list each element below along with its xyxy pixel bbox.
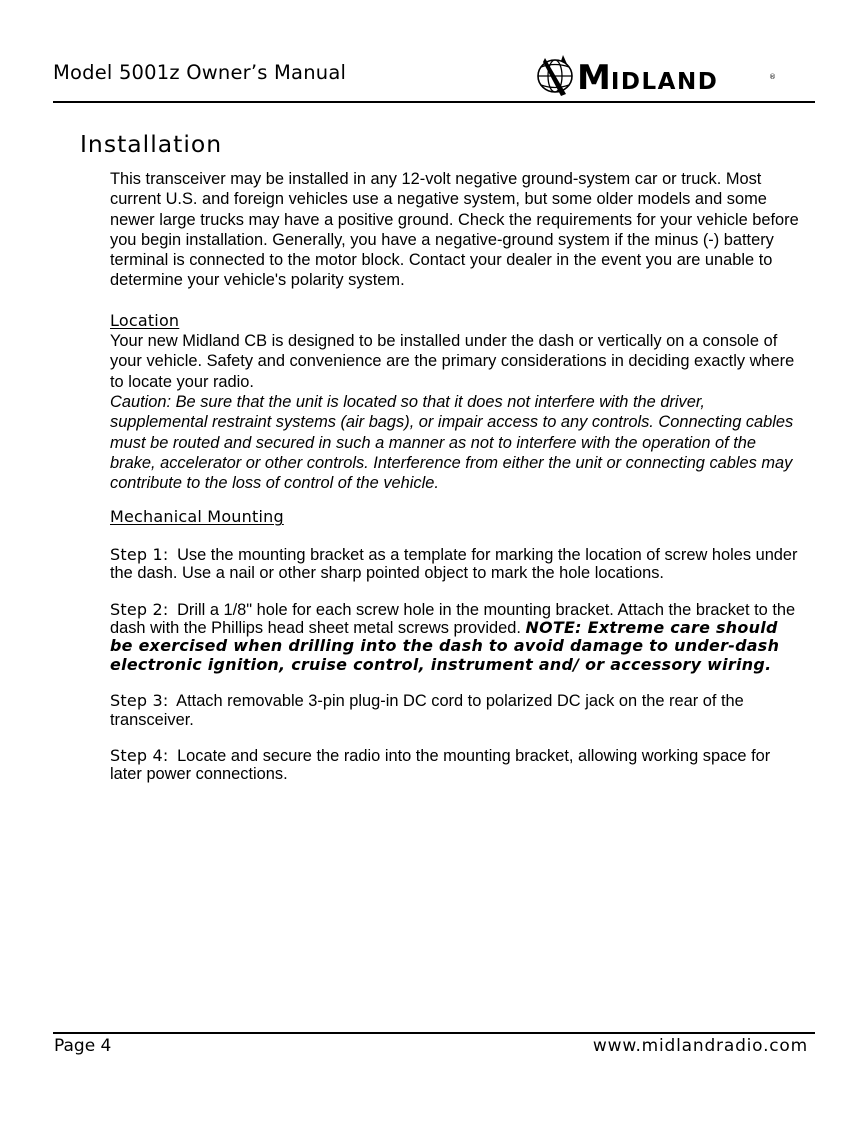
brand-rest: IDLAND — [610, 69, 719, 95]
midland-wordmark — [577, 58, 719, 98]
section-title: Installation — [80, 130, 223, 158]
step-3 — [110, 692, 800, 729]
step-note: NOTE: Extreme care should be exercised when drilling into the dash to avoid damage to under-dash electronic ignition, cruise control, instrument and/ or accessory wiring. — [110, 617, 780, 674]
step-label: Step 3: — [110, 691, 169, 711]
brand-initial: M — [577, 58, 611, 98]
manual-title: Model 5001z Owner’s Manual — [53, 61, 347, 84]
step-text: Use the mounting bracket as a template for marking the location of screw holes under the dash. Use a nail or other sharp pointed object to mark the hole locations. — [110, 545, 798, 583]
midland-logo — [533, 52, 777, 102]
registered-mark: ® — [769, 73, 776, 81]
mounting-heading: Mechanical Mounting — [110, 507, 284, 527]
step-label: Step 2: — [110, 599, 169, 619]
globe-icon — [533, 52, 579, 102]
header-rule — [53, 101, 815, 103]
page-content — [110, 169, 800, 784]
step-label: Step 4: — [110, 746, 169, 765]
step-text: Drill a 1/8" hole for each screw hole in the mounting bracket. Attach the bracket to the dash with the Phillips head sheet metal screws provided. — [110, 600, 796, 637]
location-paragraph: Your new Midland CB is designed to be installed under the dash or vertically on a console of your vehicle. Safety and convenience are the primary considerations in deciding exactly where to locate your radio. — [110, 332, 795, 391]
step-4 — [110, 747, 800, 784]
intro-paragraph: This transceiver may be installed in any 12-volt negative ground-system car or truck. Most current U.S. and foreign vehicles use a negative system, but some older models and some newer large trucks may have a positive ground. Check the requirements for your vehicle before you begin installation. Generally, you have a negative-ground system if the minus (-) battery terminal is connected to the motor block. Contact your dealer in the event you are unable to determine your vehicle's polarity system. — [110, 170, 799, 290]
step-2 — [110, 601, 800, 675]
website-url: www.midlandradio.com — [592, 1036, 808, 1056]
footer-rule — [53, 1032, 815, 1034]
page-number: Page 4 — [54, 1036, 112, 1056]
step-label: Step 1: — [110, 544, 169, 564]
step-1 — [110, 546, 800, 583]
caution-paragraph: Caution: Be sure that the unit is located so that it does not interfere with the driver, supplemental restraint systems (air bags), or impair access to any controls. Connecting cables must be routed and secured in such a manner as not to interfere with the operation of the brake, accelerator or other controls. Interference from either the unit or connecting cables may contribute to the loss of control of the vehicle. — [110, 392, 794, 493]
step-text: Locate and secure the radio into the mounting bracket, allowing working space for later power connections. — [110, 747, 771, 784]
location-heading: Location — [110, 310, 180, 330]
step-text: Attach removable 3-pin plug-in DC cord to polarized DC jack on the rear of the transceiver. — [110, 692, 744, 729]
